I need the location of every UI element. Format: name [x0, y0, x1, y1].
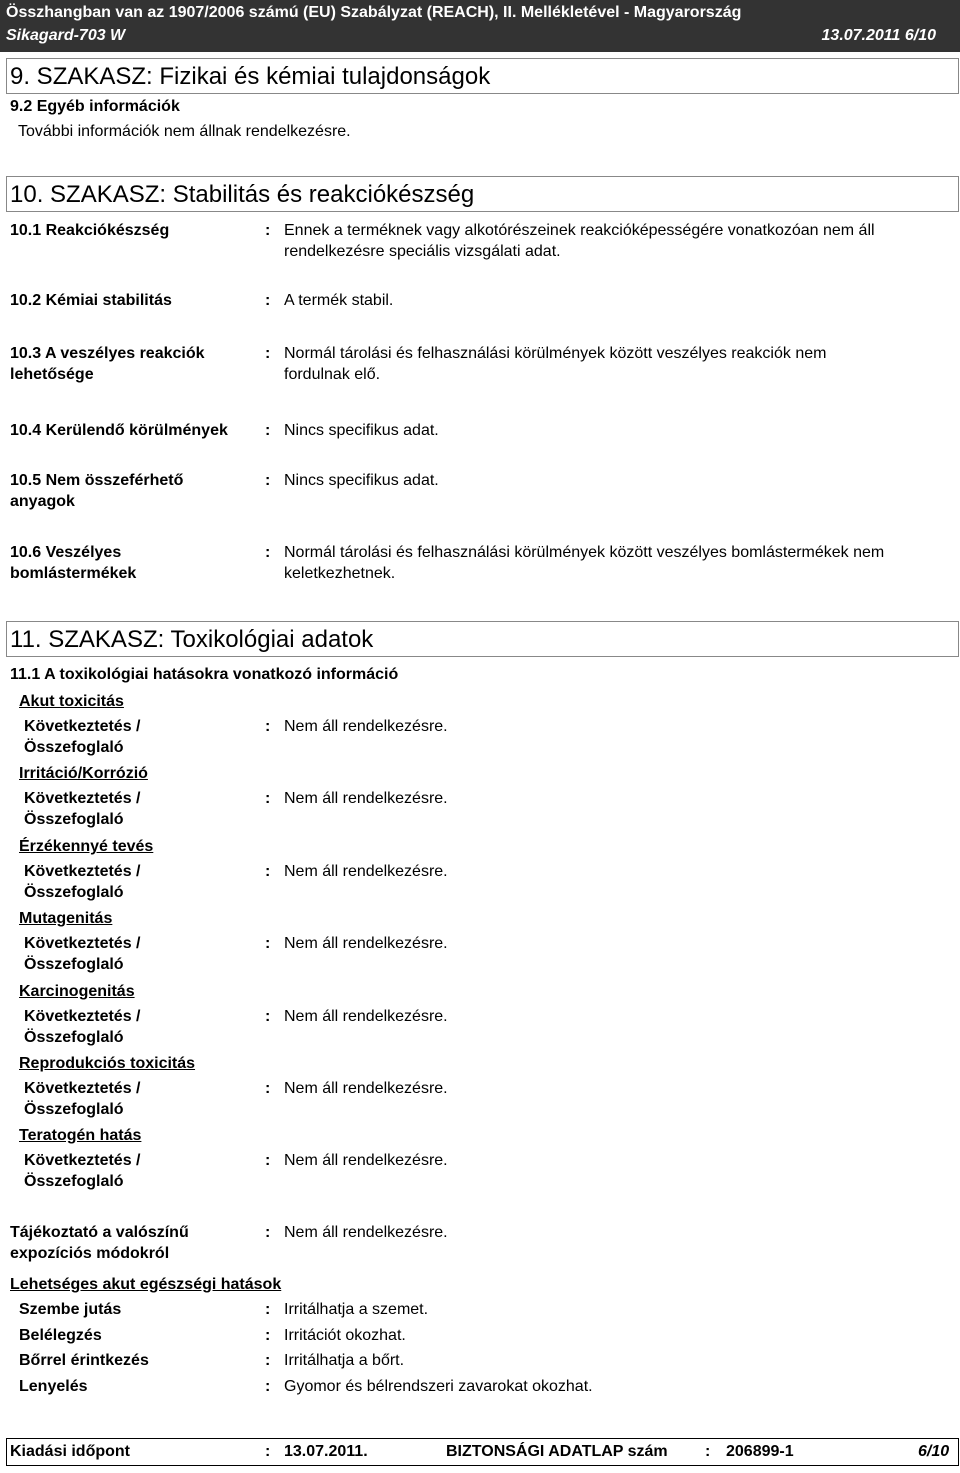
exposure-label-2: expozíciós módokról: [10, 1245, 170, 1262]
tox-label: Következtetés /: [24, 935, 141, 952]
header-product: Sikagard-703 W: [6, 27, 126, 44]
colon: :: [265, 1080, 271, 1097]
acute-label: Lenyelés: [19, 1378, 88, 1395]
exposure-value: Nem áll rendelkezésre.: [284, 1224, 448, 1241]
tox-value: Nem áll rendelkezésre.: [284, 1008, 448, 1025]
s10-value: Ennek a terméknek vagy alkotórészeinek reakcióképességére vonatkozóan nem áll: [284, 222, 875, 239]
colon: :: [265, 863, 271, 880]
colon: :: [265, 1327, 271, 1344]
tox-value: Nem áll rendelkezésre.: [284, 1152, 448, 1169]
colon: :: [265, 544, 271, 561]
footer-num: 206899-1: [726, 1443, 794, 1460]
colon: :: [265, 790, 271, 807]
tox-value: Nem áll rendelkezésre.: [284, 718, 448, 735]
tox-label: Összefoglaló: [24, 1101, 124, 1118]
tox-label: Következtetés /: [24, 1152, 141, 1169]
colon: :: [265, 1224, 271, 1241]
tox-value: Nem áll rendelkezésre.: [284, 1080, 448, 1097]
tox-heading: Irritáció/Korrózió: [19, 765, 148, 782]
acute-value: Gyomor és bélrendszeri zavarokat okozhat.: [284, 1378, 593, 1395]
tox-label: Összefoglaló: [24, 811, 124, 828]
tox-heading: Karcinogenitás: [19, 983, 135, 1000]
tox-label: Összefoglaló: [24, 956, 124, 973]
s10-label: 10.6 Veszélyes: [10, 544, 122, 561]
tox-heading: Reprodukciós toxicitás: [19, 1055, 196, 1072]
section-11-title: 11. SZAKASZ: Toxikológiai adatok: [10, 626, 374, 653]
tox-label: Összefoglaló: [24, 884, 124, 901]
header-title: Összhangban van az 1907/2006 számú (EU) Szabályzat (REACH), II. Mellékletével - Magyarország: [6, 4, 742, 21]
tox-heading: Akut toxicitás: [19, 693, 124, 710]
tox-label: Következtetés /: [24, 718, 141, 735]
footer-doc: BIZTONSÁGI ADATLAP szám: [446, 1443, 668, 1460]
tox-label: Összefoglaló: [24, 739, 124, 756]
colon: :: [265, 1352, 271, 1369]
colon: :: [265, 1301, 271, 1318]
s9-text: További információk nem állnak rendelkezésre.: [18, 123, 351, 140]
tox-heading: Teratogén hatás: [19, 1127, 142, 1144]
colon: :: [265, 292, 271, 309]
colon: :: [265, 1378, 271, 1395]
footer-label: Kiadási időpont: [10, 1443, 130, 1460]
s10-value: fordulnak elő.: [284, 366, 381, 383]
footer-page: 6/10: [918, 1443, 950, 1460]
section-10-heading: [6, 176, 959, 212]
s10-label: anyagok: [10, 493, 75, 510]
tox-label: Következtetés /: [24, 863, 141, 880]
s10-label: lehetősége: [10, 366, 94, 383]
tox-label: Következtetés /: [24, 1080, 141, 1097]
colon: :: [265, 222, 271, 239]
acute-value: Irritálhatja a bőrt.: [284, 1352, 405, 1369]
colon: :: [265, 1443, 271, 1460]
footer-date: 13.07.2011.: [284, 1443, 368, 1460]
s10-value: Nincs specifikus adat.: [284, 472, 439, 489]
colon: :: [265, 1152, 271, 1169]
s10-label: bomlástermékek: [10, 565, 137, 582]
acute-effects-heading: Lehetséges akut egészségi hatások: [10, 1276, 282, 1293]
section-9-heading: [6, 58, 959, 94]
s10-value: rendelkezésre speciális vizsgálati adat.: [284, 243, 561, 260]
s11-subheading: 11.1 A toxikológiai hatásokra vonatkozó információ: [10, 666, 399, 683]
tox-label: Összefoglaló: [24, 1029, 124, 1046]
s10-label: 10.5 Nem összeférhető: [10, 472, 184, 489]
tox-value: Nem áll rendelkezésre.: [284, 790, 448, 807]
tox-heading: Mutagenitás: [19, 910, 113, 927]
section-10-title: 10. SZAKASZ: Stabilitás és reakciókészség: [10, 181, 475, 208]
acute-value: Irritációt okozhat.: [284, 1327, 406, 1344]
colon: :: [265, 345, 271, 362]
section-11-heading: [6, 621, 959, 657]
tox-heading: Érzékennyé tevés: [19, 838, 154, 855]
colon: :: [265, 472, 271, 489]
section-9-title: 9. SZAKASZ: Fizikai és kémiai tulajdonságok: [10, 63, 491, 90]
colon: :: [705, 1443, 711, 1460]
s10-value: Nincs specifikus adat.: [284, 422, 439, 439]
header-date-page: 13.07.2011 6/10: [821, 27, 936, 44]
tox-label: Összefoglaló: [24, 1173, 124, 1190]
tox-value: Nem áll rendelkezésre.: [284, 863, 448, 880]
exposure-label-1: Tájékoztató a valószínű: [10, 1224, 189, 1241]
tox-value: Nem áll rendelkezésre.: [284, 935, 448, 952]
acute-value: Irritálhatja a szemet.: [284, 1301, 429, 1318]
acute-label: Belélegzés: [19, 1327, 102, 1344]
s10-label: 10.2 Kémiai stabilitás: [10, 292, 172, 309]
s9-subheading: 9.2 Egyéb információk: [10, 98, 180, 115]
s10-value: keletkezhetnek.: [284, 565, 396, 582]
s10-value: A termék stabil.: [284, 292, 394, 309]
s10-value: Normál tárolási és felhasználási körülmények között veszélyes reakciók nem: [284, 345, 827, 362]
colon: :: [265, 422, 271, 439]
colon: :: [265, 718, 271, 735]
colon: :: [265, 935, 271, 952]
acute-label: Bőrrel érintkezés: [19, 1352, 149, 1369]
tox-label: Következtetés /: [24, 1008, 141, 1025]
acute-label: Szembe jutás: [19, 1301, 122, 1318]
s10-label: 10.3 A veszélyes reakciók: [10, 345, 205, 362]
s10-label: 10.4 Kerülendő körülmények: [10, 422, 228, 439]
colon: :: [265, 1008, 271, 1025]
s10-value: Normál tárolási és felhasználási körülmények között veszélyes bomlástermékek nem: [284, 544, 885, 561]
s10-label: 10.1 Reakciókészség: [10, 222, 170, 239]
tox-label: Következtetés /: [24, 790, 141, 807]
